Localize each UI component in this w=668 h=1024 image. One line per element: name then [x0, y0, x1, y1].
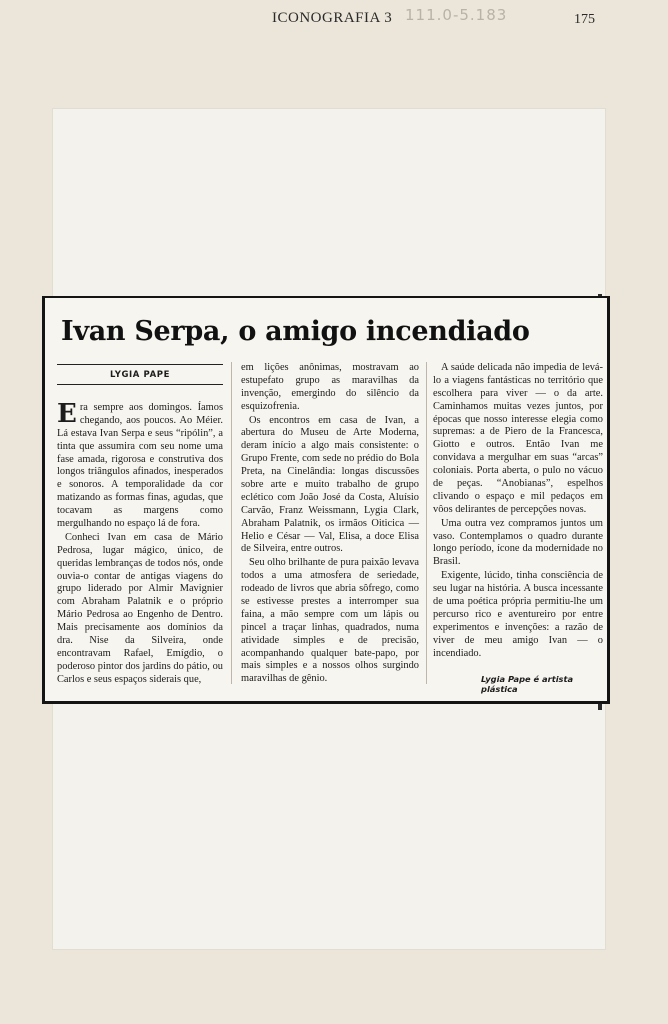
page-number: 175 [574, 12, 595, 27]
paragraph [57, 399, 223, 531]
article-column-3 [433, 362, 603, 661]
paragraph: Exigente, lúcido, tinha consciência de seu lugar na história. A busca incessante de uma poética própria permitiu-lhe um percurso rico e aventureiro por entre experimentos e invenções: a razão de viver de meu amigo Ivan — o incendiado. [433, 570, 603, 659]
drop-cap: E [57, 399, 77, 429]
paragraph: Os encontros em casa de Ivan, a abertura do Museu de Arte Moderna, deram início a algo mais consistente: o Grupo Frente, com sede no prédio do Bola Preta, na Cinelândia: longas discussões sobre arte e muito trabalho de grupo eclético com João José da Costa, Aluísio Carvão, Franz Weissmann, Lygia Clark, Abraham Palatnik, os irmãos Oiticica — Helio e César — Val, Elisa, a doce Elisa de Silveira, entre outros. [241, 414, 419, 555]
paragraph: Uma outra vez compramos juntos um vaso. Contemplamos o quadro durante longo período, ícone da modernidade no Brasil. [433, 517, 603, 568]
page-header [0, 6, 668, 34]
paragraph: A saúde delicada não impedia de levá-lo a viagens fantásticas no território que escolhera para viver — o da arte. Caminhamos muitas vezes juntos, por épocas que nosso interesse elegia como supremas: a de Piero de la Francesca, Giotto e outros. Então Ivan me convidava a mergulhar em suas “arcas” coloniais. Porta aberta, o pulo no vácuo de peças. “Anobianas”, espelhos clivando o espaço e mil pedaços em vôos delirantes de percepções novas. [433, 362, 603, 515]
paragraph: Conheci Ivan em casa de Mário Pedrosa, lugar mágico, único, de queridas lembranças de todos nós, onde ouvia-o contar de antigas viagens do grupo liderado por Almir Mavignier com Abraham Palatnik e o próprio Mário Pedrosa ao Engenho de Dentro. Mais precisamente aos domínios da dra. Nise da Silveira, onde encontravam Rafael, Emígdio, o poderoso pintor dos jardins do pátio, ou Carlos e seus espaços siderais que, [57, 531, 223, 685]
paragraph-text: ra sempre aos domingos. Íamos chegando, aos poucos. Ao Méier. Lá estava Ivan Serpa e seus “ripólin”, a tinta que assumira com seu nome uma fase amada, rigorosa e construtiva dos longos triângulos afinados, inesperados e sonoros. A temporalidade da cor matizando as formas finas, agudas, que tocavam as margens como mergulhando no espaço lá de fora. [57, 402, 223, 530]
column-divider [426, 362, 427, 684]
byline-block [57, 364, 223, 385]
running-title: ICONOGRAFIA 3 [272, 10, 393, 26]
article-headline: Ivan Serpa, o amigo incendiado [61, 316, 530, 347]
pencil-annotation: 111.0-5.183 [405, 6, 508, 24]
column-divider [231, 362, 232, 684]
article-byline: LYGIA PAPE [110, 370, 170, 380]
paragraph: Seu olho brilhante de pura paixão levava todos a uma atmosfera de seriedade, rodeado de livros que abria sôfrego, como se estivesse prestes a interromper sua faina, a mão sempre com um lápis ou pincel a traçar linhas, quadrados, numa atividade simples e de precisão, acompanhando qualquer bate-papo, por mais simples e a nossos olhos surgindo maravilhas de gênio. [241, 557, 419, 685]
author-credit: Lygia Pape é artista plástica [481, 674, 574, 694]
paragraph: em lições anônimas, mostravam ao estupefato grupo as maravilhas da invenção, emergindo do silêncio da esquizofrenia. [241, 362, 419, 412]
byline-rule-bottom [57, 384, 223, 385]
article-column-2 [241, 362, 419, 687]
newspaper-clipping [42, 296, 610, 704]
article-column-1 [57, 399, 223, 688]
